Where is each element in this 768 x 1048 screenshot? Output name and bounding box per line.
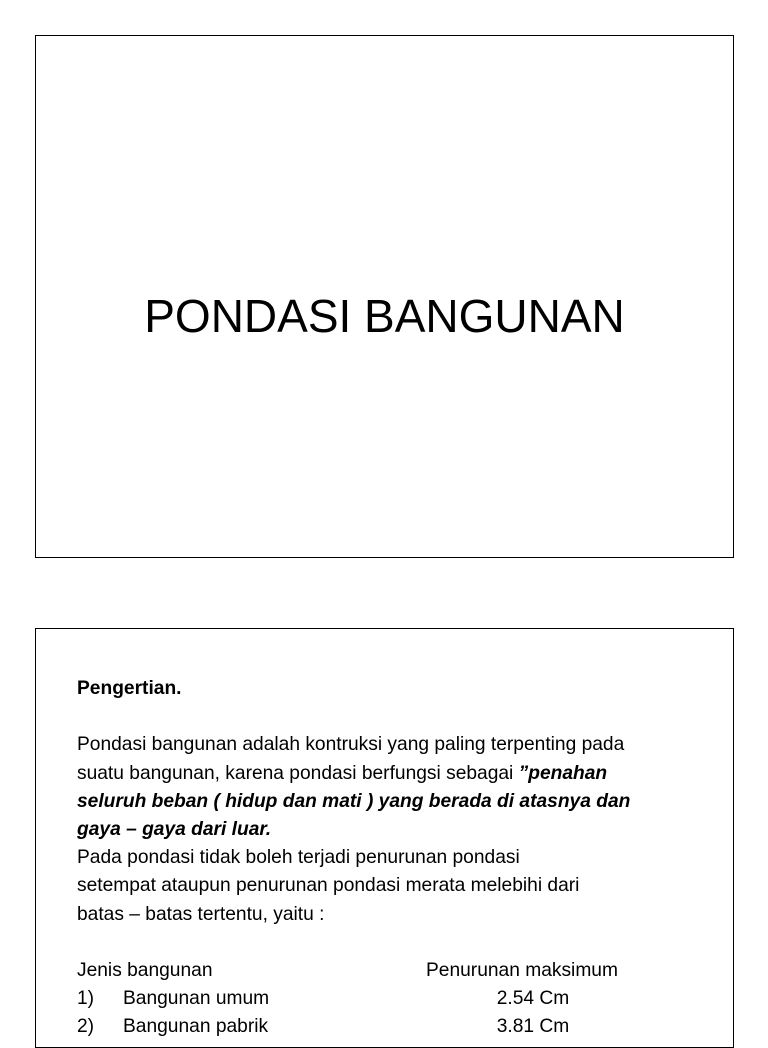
row-number: 1) xyxy=(77,988,95,1010)
definition-emphasis-start: ”penahan xyxy=(518,762,608,784)
table-header-row xyxy=(77,957,697,985)
content-slide xyxy=(35,628,734,1048)
definition-emphasis-line-2: seluruh beban ( hidup dan mati ) yang berada di atasnya dan xyxy=(77,790,631,812)
column-header-max-settlement: Penurunan maksimum xyxy=(426,960,618,981)
definition-line-2 xyxy=(77,760,697,788)
settlement-line-2: setempat ataupun penurunan pondasi merata melebihi dari xyxy=(77,875,580,897)
spacer xyxy=(77,929,697,957)
row-building-type: Bangunan pabrik xyxy=(123,1016,269,1038)
section-heading: Pengertian. xyxy=(77,678,182,699)
definition-paragraph xyxy=(77,731,697,844)
definition-text: suatu bangunan, karena pondasi berfungsi sebagai xyxy=(77,762,519,784)
settlement-paragraph xyxy=(77,844,697,929)
settlement-line-1: Pada pondasi tidak boleh terjadi penurunan pondasi xyxy=(77,847,520,869)
definition-line-1: Pondasi bangunan adalah kontruksi yang paling terpenting pada xyxy=(77,734,625,756)
settlement-line-3: batas – batas tertentu, yaitu : xyxy=(77,903,325,925)
column-header-building-type: Jenis bangunan xyxy=(77,960,213,981)
spacer xyxy=(77,703,697,731)
row-max-settlement: 3.81 Cm xyxy=(496,1016,570,1038)
definition-emphasis-line-3: gaya – gaya dari luar. xyxy=(77,819,272,840)
table-row xyxy=(77,1013,697,1041)
row-building-type: Bangunan umum xyxy=(123,988,270,1010)
slide-content xyxy=(77,675,697,1042)
slide-title: PONDASI BANGUNAN xyxy=(144,290,625,342)
title-slide xyxy=(35,35,734,558)
row-max-settlement: 2.54 Cm xyxy=(496,988,570,1010)
table-row xyxy=(77,985,697,1013)
row-number: 2) xyxy=(77,1016,95,1038)
